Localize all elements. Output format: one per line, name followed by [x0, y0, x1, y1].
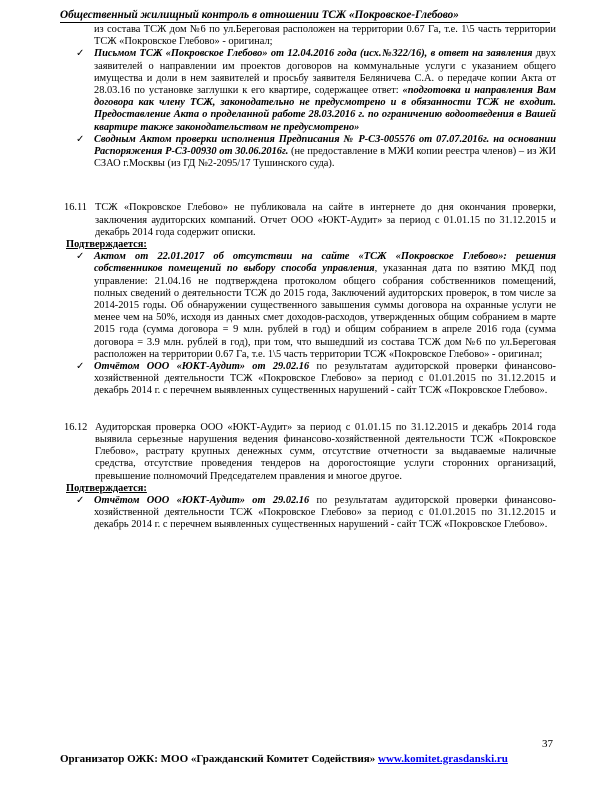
section-number: 16.11: [64, 202, 87, 214]
section-text: Аудиторская проверка ООО «ЮКТ-Аудит» за период с 01.01.15 по 31.12.2015 и декабрь 2014 года выявила серьезные нарушения ведения финансово-хозяйственной деятельности ТСЖ «Покровское Глебово», растрату крупных денежных сумм, отсутствие отчетности за выдаваемые наличные средства, отсутствие проведения тендеров на дорогостоящие услуги сторонних организаций, превышение полномочий Председателем правления и многое другое.: [95, 421, 556, 482]
checkmark-icon: ✓: [76, 494, 85, 506]
page-number: 37: [542, 738, 553, 750]
confirm-label: Подтверждается:: [66, 239, 147, 251]
list-item: [74, 495, 556, 532]
checkmark-icon: ✓: [76, 361, 85, 373]
section-number: 16.12: [64, 421, 88, 433]
checkmark-icon: ✓: [76, 251, 85, 263]
list-item: [74, 134, 556, 171]
report-reference: Отчётом ООО «ЮКТ-Аудит» от 29.02.16: [94, 494, 310, 506]
section-16-11: [64, 202, 556, 239]
checkmark-icon: ✓: [76, 48, 85, 60]
act-reference: Актом от 22.01.2017 об отсутствии на сайте «ТСЖ «Покровское Глебово»: решения собственников помещений по выбору способа управления: [94, 251, 556, 275]
page-header: Общественный жилищный контроль в отношении ТСЖ «Покровское-Глебово»: [60, 9, 550, 23]
checkmark-icon: ✓: [76, 133, 85, 145]
continuation-paragraph: [74, 24, 556, 48]
page-body: [64, 24, 557, 532]
confirm-label: Подтверждается:: [66, 482, 147, 494]
letter-text: двух заявителей о направлении им проектов договоров на коммунальные услуги с указанием общего имущества и доли в нем заявителей и просьбу заявителя Беляничева С.А. о передаче копии Акта от 28.03.16 по установке заглушки к его квартире, содержащее ответ:: [94, 48, 557, 97]
section-text: ТСЖ «Покровское Глебово» не публиковала на сайте в интернете до дня окончания проверки, заключения аудиторских компаний. Отчет ООО «ЮКТ-Аудит» за период с 01.01.15 по 31.12.2015 и декабрь 2014 года содержит описки.: [95, 202, 556, 238]
letter-reference: Письмом ТСЖ «Покровское Глебово» от 12.04.2016 года (исх.№322/16), в ответ на заявления: [94, 48, 533, 60]
report-reference: Отчётом ООО «ЮКТ-Аудит» от 29.02.16: [94, 361, 310, 373]
report-text: по результатам аудиторской проверки финансово-хозяйственной деятельности ТСЖ «Покровское Глебово» за период с 01.01.2015 по 31.12.2015 и декабрь 2014 г. с перечнем выявленных существенных нарушений - сайт ТСЖ «Покровское Глебово».: [94, 361, 557, 397]
list-item: [74, 251, 556, 361]
act-text: , указанная дата по взятию МКД под управление: 21.04.16 не подтверждена протоколом общего собрания собственников помещений, полных сведений о деятельности ТСЖ до 2015 года, Заключений аудиторских проверок, в том числе за 2014-2015 годы. Об обнаружении существенного завышения суммы договора на охранные услуги не менее чем на 50%, исходя из данных смет доходов-расходов, утвержденных общим собранием в марте 2015 года (сумма договора = 9 млн. рублей в год) и общим собранием в апреле 2016 года (сумма договора = 3.9 млн. рублей в год), при том, что вышедший из состава ТСЖ дом №6 по ул.Береговая расположен на территории 0.67 Га, т.е. 1\5 часть территории ТСЖ «Покровское Глебово» - оригинал;: [94, 263, 556, 360]
website-link[interactable]: www.komitet.grasdanski.ru: [378, 753, 508, 765]
continuation-text: из состава ТСЖ дом №6 по ул.Береговая расположен на территории 0.67 Га, т.е. 1\5 часть территории ТСЖ «Покровское Глебово» - оригинал;: [94, 24, 556, 48]
organizer-text: Организатор ОЖК: МОО «Гражданский Комитет Содействия»: [60, 753, 376, 765]
page-footer: [60, 753, 600, 765]
list-item: [74, 361, 556, 398]
act-text: (не предоставление в МЖИ копии реестра членов) – из ЖИ СЗАО г.Москвы (из ГД №2-2095/17 Тушинского суда).: [94, 146, 556, 170]
section-16-12: [64, 422, 556, 483]
letter-answer: «подготовка и направления Вам договора как члену ТСЖ, законодательно не предусмотрено и в обязанности ТСЖ не входит. Предоставление Акта о проделанной работе 28.03.2016 г. по ограничению водоотведения в Вашей квартире также законодательством не предусмотрено»: [94, 85, 556, 133]
report-text: по результатам аудиторской проверки финансово-хозяйственной деятельности ТСЖ «Покровское Глебово» за период с 01.01.2015 по 31.12.2015 и декабрь 2014 г. с перечнем выявленных существенных нарушений - сайт ТСЖ «Покровское Глебово».: [94, 494, 557, 531]
list-item: [74, 48, 556, 133]
act-reference: Сводным Актом проверки исполнения Предписания № Р-СЗ-005576 от 07.07.2016г. на основании Распоряжения Р-СЗ-00930 от 30.06.2016г.: [94, 133, 556, 158]
